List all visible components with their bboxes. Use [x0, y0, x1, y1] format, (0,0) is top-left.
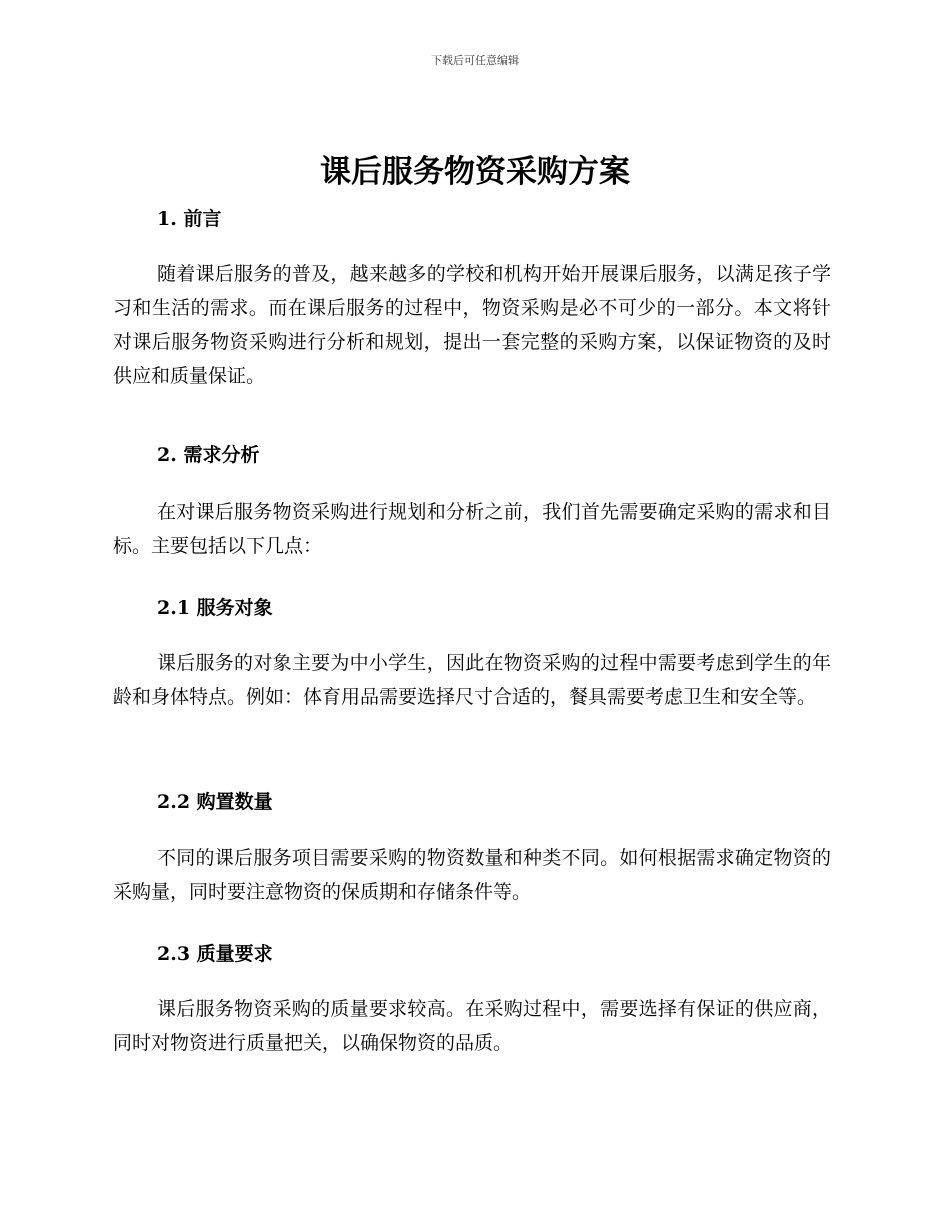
section-heading-intro: 1. 前言: [157, 208, 222, 230]
section-paragraph-intro: 随着课后服务的普及，越来越多的学校和机构开始开展课后服务，以满足孩子学习和生活的需求。而在课后服务的过程中，物资采购是必不可少的一部分。本文将针对课后服务物资采购进行分析和规划，提出一套完整的采购方案，以保证物资的及时供应和质量保证。: [113, 263, 831, 387]
header-note: 下载后可任意编辑: [431, 54, 519, 67]
section-paragraph-quality: 课后服务物资采购的质量要求较高。在采购过程中，需要选择有保证的供应商，同时对物资进行质量把关，以确保物资的品质。: [113, 998, 831, 1054]
section-heading-quantity: 2.2 购置数量: [157, 791, 273, 813]
section-heading-service-target: 2.1 服务对象: [157, 597, 273, 619]
section-paragraph-quantity: 不同的课后服务项目需要采购的物资数量和种类不同。如何根据需求确定物资的采购量，同时要注意物资的保质期和存储条件等。: [113, 847, 831, 903]
document-title: 课后服务物资采购方案: [320, 154, 630, 190]
section-paragraph-needs: 在对课后服务物资采购进行规划和分析之前，我们首先需要确定采购的需求和目标。主要包括以下几点：: [113, 501, 831, 557]
section-heading-needs: 2. 需求分析: [157, 444, 260, 466]
section-paragraph-service-target: 课后服务的对象主要为中小学生，因此在物资采购的过程中需要考虑到学生的年龄和身体特点。例如：体育用品需要选择尺寸合适的，餐具需要考虑卫生和安全等。: [113, 652, 831, 708]
section-heading-quality: 2.3 质量要求: [157, 943, 273, 965]
